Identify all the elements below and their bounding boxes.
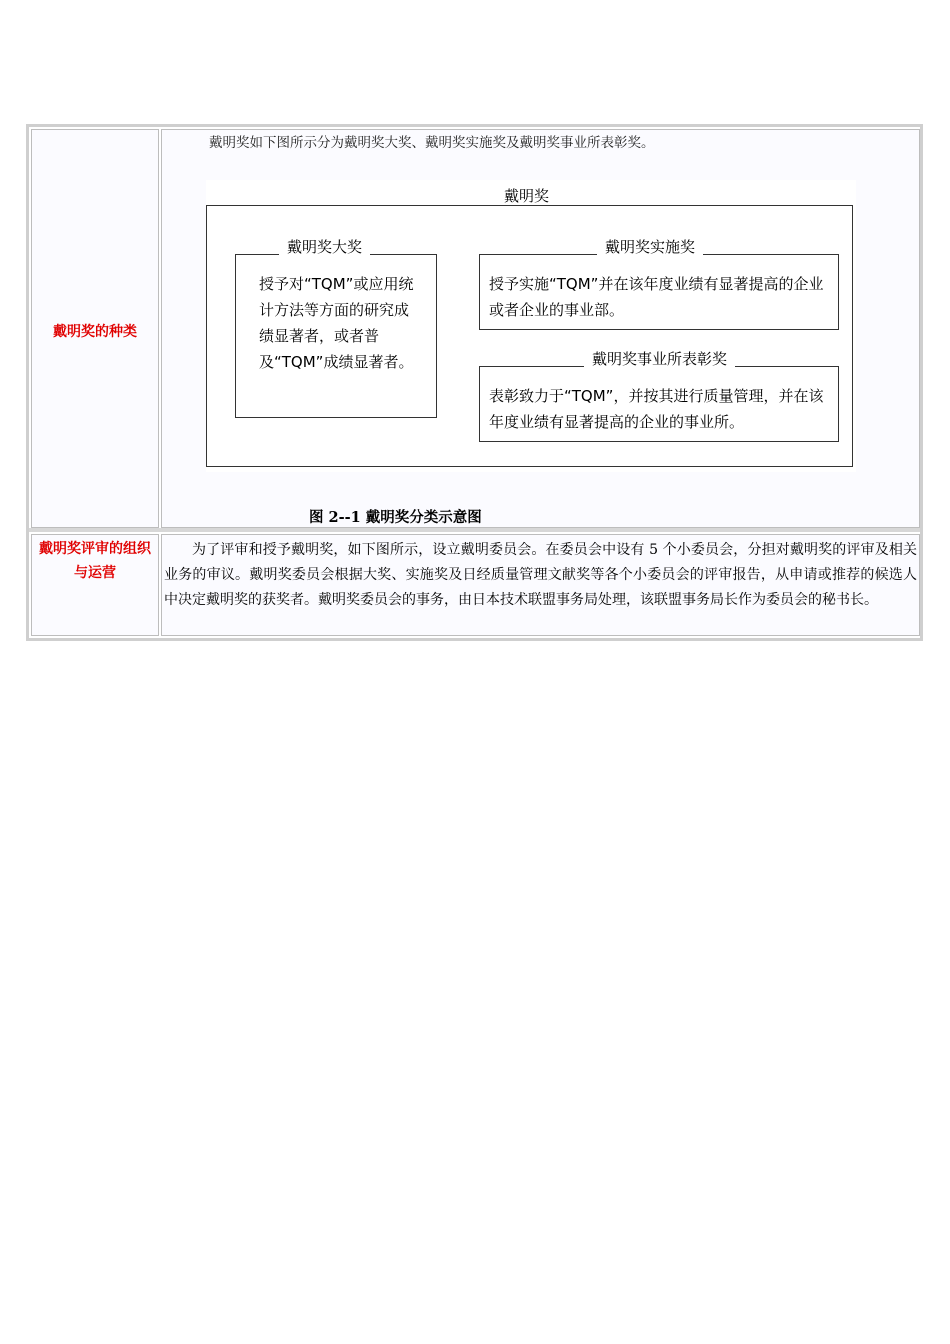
award-classification-diagram — [206, 180, 856, 472]
row-label-cell — [31, 534, 159, 636]
implementation-prize-body: 授予实施“TQM”并在该年度业绩有显著提高的企业或者企业的事业部。 — [489, 275, 824, 319]
division-prize-box — [479, 366, 839, 442]
row-label-cell — [31, 129, 159, 528]
division-prize-title: 戴明奖事业所表彰奖 — [584, 350, 735, 368]
implementation-prize-box — [479, 254, 839, 330]
grand-prize-title: 戴明奖大奖 — [279, 238, 370, 256]
section-label-review-organization: 戴明奖评审的组织与运营 — [39, 541, 151, 581]
implementation-prize-title: 戴明奖实施奖 — [597, 238, 703, 256]
table-row-award-types — [29, 127, 920, 530]
grand-prize-body: 授予对“TQM”或应用统计方法等方面的研究成绩显著者，或者普及“TQM”成绩显著者。 — [259, 275, 414, 371]
row-content-cell — [161, 129, 920, 528]
grand-prize-box — [235, 254, 437, 418]
division-prize-body: 表彰致力于“TQM”，并按其进行质量管理，并在该年度业绩有显著提高的企业的事业所。 — [489, 387, 824, 431]
content-table — [26, 124, 923, 641]
figure-caption: 图 2--1 戴明奖分类示意图 — [309, 509, 482, 526]
intro-text: 戴明奖如下图所示分为戴明奖大奖、戴明奖实施奖及戴明奖事业所表彰奖。 — [209, 135, 655, 151]
section-label-award-types: 戴明奖的种类 — [53, 324, 137, 340]
review-organization-paragraph: 为了评审和授予戴明奖，如下图所示，设立戴明委员会。在委员会中设有 5 个小委员会，分担对戴明奖的评审及相关业务的审议。戴明奖委员会根据大奖、实施奖及日经质量管理文献奖等各个小委员会的评审报告，从申请或推荐的候选人中决定戴明奖的获奖者。戴明奖委员会的事务，由日本技术联盟事务局处理，该联盟事务局长作为委员会的秘书长。 — [164, 542, 917, 608]
row-content-cell — [161, 534, 920, 636]
table-row-review-organization — [29, 532, 920, 638]
outer-award-title: 戴明奖 — [496, 187, 557, 205]
